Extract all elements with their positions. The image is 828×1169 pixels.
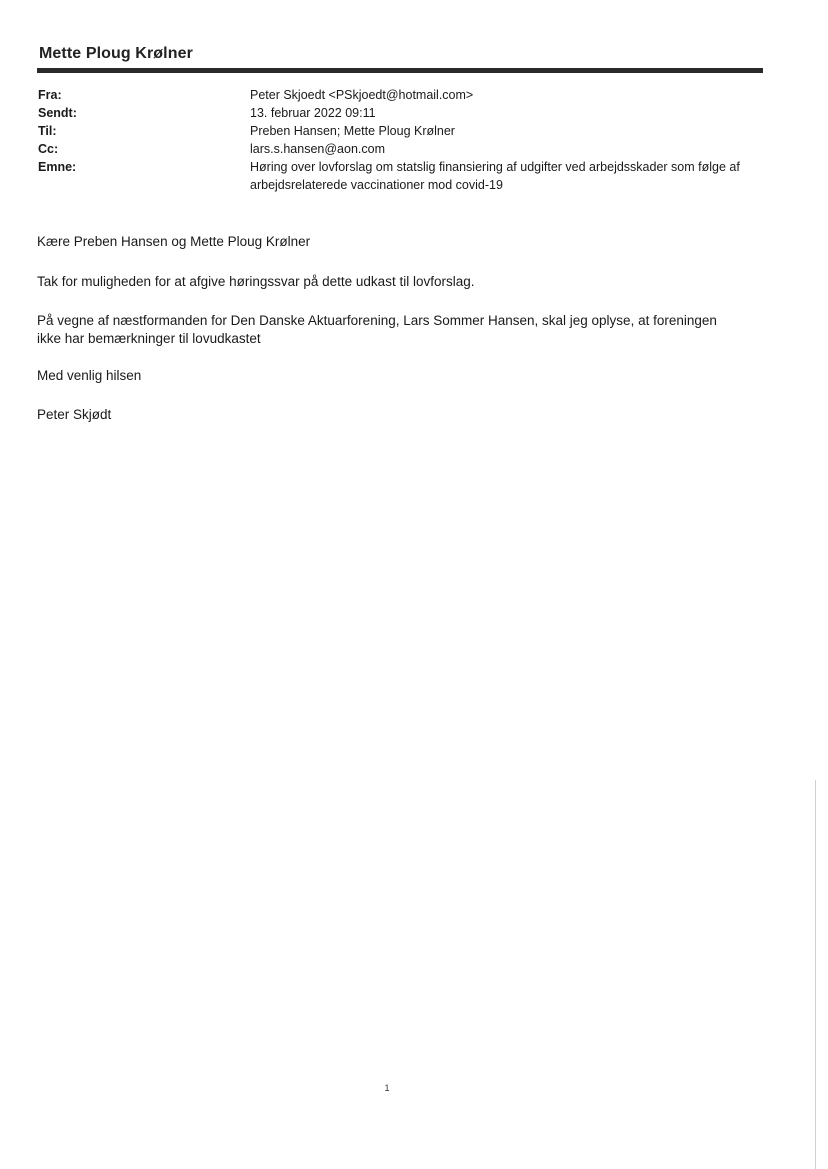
header-value-subject: Høring over lovforslag om statslig finansiering af udgifter ved arbejdsskader som følge af arbejdsrelaterede vaccinationer mod covid-19	[250, 160, 740, 192]
header-value-sent: 13. februar 2022 09:11	[250, 106, 376, 120]
header-label-cc: Cc:	[38, 142, 59, 156]
mailbox-owner-name: Mette Ploug Krølner	[39, 45, 193, 62]
page-number: 1	[384, 1083, 390, 1093]
header-row-from	[38, 86, 758, 104]
header-label-to: Til:	[38, 124, 57, 138]
header-row-cc	[38, 140, 758, 158]
body-closing: Med venlig hilsen	[37, 368, 142, 383]
header-value-cc: lars.s.hansen@aon.com	[250, 142, 385, 156]
header-label-from: Fra:	[38, 88, 62, 102]
body-greeting: Kære Preben Hansen og Mette Ploug Krølner	[37, 234, 311, 249]
header-label-subject: Emne:	[38, 160, 77, 174]
header-value-to: Preben Hansen; Mette Ploug Krølner	[250, 124, 455, 138]
header-row-subject	[38, 158, 758, 194]
email-body	[37, 233, 737, 424]
header-row-to	[38, 122, 758, 140]
header-label-sent: Sendt:	[38, 106, 77, 120]
body-main-paragraph: På vegne af næstformanden for Den Danske Aktuarforening, Lars Sommer Hansen, skal jeg oplyse, at foreningen ikke har bemærkninger til lovudkastet	[37, 313, 717, 346]
header-value-from: Peter Skjoedt <PSkjoedt@hotmail.com>	[250, 88, 474, 102]
header-row-sent	[38, 104, 758, 122]
body-thanks: Tak for muligheden for at afgive høringssvar på dette udkast til lovforslag.	[37, 274, 475, 289]
body-signature: Peter Skjødt	[37, 407, 112, 422]
scan-edge-line	[815, 780, 816, 1169]
header-divider	[37, 68, 763, 73]
email-headers	[38, 86, 758, 194]
